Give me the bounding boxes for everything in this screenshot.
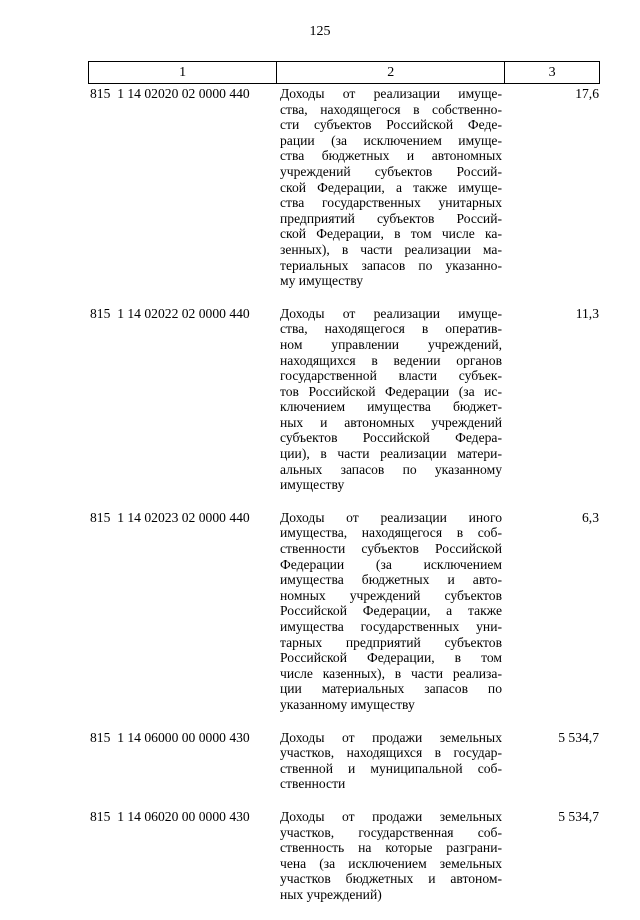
description-line: находящихся в ведении органов xyxy=(280,352,502,368)
description-line: тарных предприятий субъектов xyxy=(280,634,502,650)
description-line: ных учреждений) xyxy=(280,886,382,902)
description-line: участков, государственная соб- xyxy=(280,824,502,840)
description-line: му имуществу xyxy=(280,273,364,289)
description-line: имуществу xyxy=(280,477,345,493)
table-row xyxy=(88,730,600,792)
column-header-3: 3 xyxy=(505,62,600,84)
description-line: чена (за исключением земельных xyxy=(280,855,502,871)
description-line: альных запасов по указанному xyxy=(280,461,502,477)
table-row xyxy=(88,306,600,493)
description-line: ственности xyxy=(280,776,346,792)
description-line: Доходы от реализации имуще- xyxy=(280,305,502,321)
description-line: Доходы от реализации имуще- xyxy=(280,86,502,101)
description-line: предприятий субъектов Россий- xyxy=(280,210,502,226)
description-line: имущества государственных уни- xyxy=(280,619,502,634)
row-amount: 11,3 xyxy=(575,305,599,321)
description-line: участков бюджетных и автоном- xyxy=(280,871,502,887)
description-line: ства бюджетных и автономных xyxy=(280,148,502,164)
description-line: Доходы от продажи земельных xyxy=(280,808,502,824)
description-line: имущества, находящегося в соб- xyxy=(280,525,502,541)
description-line: имущества бюджетных и авто- xyxy=(280,572,502,588)
description-line: ции материальных запасов по xyxy=(280,681,502,697)
description-line: указанному имуществу xyxy=(280,696,415,712)
description-line: Российской Федерации, а также xyxy=(280,603,502,619)
row-code: 815 1 14 02020 02 0000 440 xyxy=(90,86,250,101)
description-line: номных учреждений субъектов xyxy=(280,587,502,603)
description-line: ской Федерации, а также имуще- xyxy=(280,179,502,195)
description-line: ственность на которые разграни- xyxy=(280,840,502,856)
page-number: 125 xyxy=(309,24,331,39)
row-code: 815 1 14 06020 00 0000 430 xyxy=(90,808,250,824)
description-line: ственной и муниципальной соб- xyxy=(280,760,502,776)
description-line: ства, находящегося в собственно- xyxy=(280,101,502,117)
description-line: ственности субъектов Российской xyxy=(280,541,502,557)
description-line: ства государственных унитарных xyxy=(280,195,502,211)
description-line: Доходы от продажи земельных xyxy=(280,729,502,745)
description-line: государственной власти субъек- xyxy=(280,368,502,384)
description-line: териальных запасов по указанно- xyxy=(280,257,502,273)
description-line: зенных), в части реализации ма- xyxy=(280,241,502,257)
budget-rows xyxy=(88,86,600,920)
row-amount: 5 534,7 xyxy=(558,729,599,745)
row-description xyxy=(280,510,502,713)
description-line: Федерации (за исключением xyxy=(280,556,502,572)
row-description xyxy=(280,809,502,903)
description-line: участков, находящихся в государ- xyxy=(280,745,502,761)
table-row xyxy=(88,809,600,903)
description-line: ном управлении учреждений, xyxy=(280,336,502,352)
column-header-row xyxy=(89,62,600,84)
row-code: 815 1 14 02022 02 0000 440 xyxy=(90,305,250,321)
table-row xyxy=(88,510,600,713)
description-line: тов Российской Федерации (за ис- xyxy=(280,383,502,399)
description-line: ключением имущества бюджет- xyxy=(280,399,502,415)
description-line: числе казенных), в части реализа- xyxy=(280,665,502,681)
row-amount: 17,6 xyxy=(575,86,599,101)
table-row xyxy=(88,86,600,289)
description-line: учреждений субъектов Россий- xyxy=(280,163,502,179)
row-code: 815 1 14 06000 00 0000 430 xyxy=(90,729,250,745)
description-line: ных и автономных учреждений xyxy=(280,414,502,430)
column-header-2: 2 xyxy=(277,62,505,84)
description-line: ской Федерации, в том числе ка- xyxy=(280,226,502,242)
description-line: Доходы от реализации иного xyxy=(280,509,502,525)
description-line: сти субъектов Российской Феде- xyxy=(280,117,502,133)
description-line: ства, находящегося в оператив- xyxy=(280,321,502,337)
description-line: ции), в части реализации матери- xyxy=(280,446,502,462)
row-description xyxy=(280,306,502,493)
row-description xyxy=(280,86,502,289)
row-code: 815 1 14 02023 02 0000 440 xyxy=(90,509,250,525)
description-line: рации (за исключением имуще- xyxy=(280,132,502,148)
column-header-table xyxy=(88,61,600,84)
row-amount: 5 534,7 xyxy=(558,808,599,824)
row-amount: 6,3 xyxy=(582,509,599,525)
column-header-1: 1 xyxy=(89,62,277,84)
description-line: Российской Федерации, в том xyxy=(280,650,502,666)
row-description xyxy=(280,730,502,792)
description-line: субъектов Российской Федера- xyxy=(280,430,502,446)
